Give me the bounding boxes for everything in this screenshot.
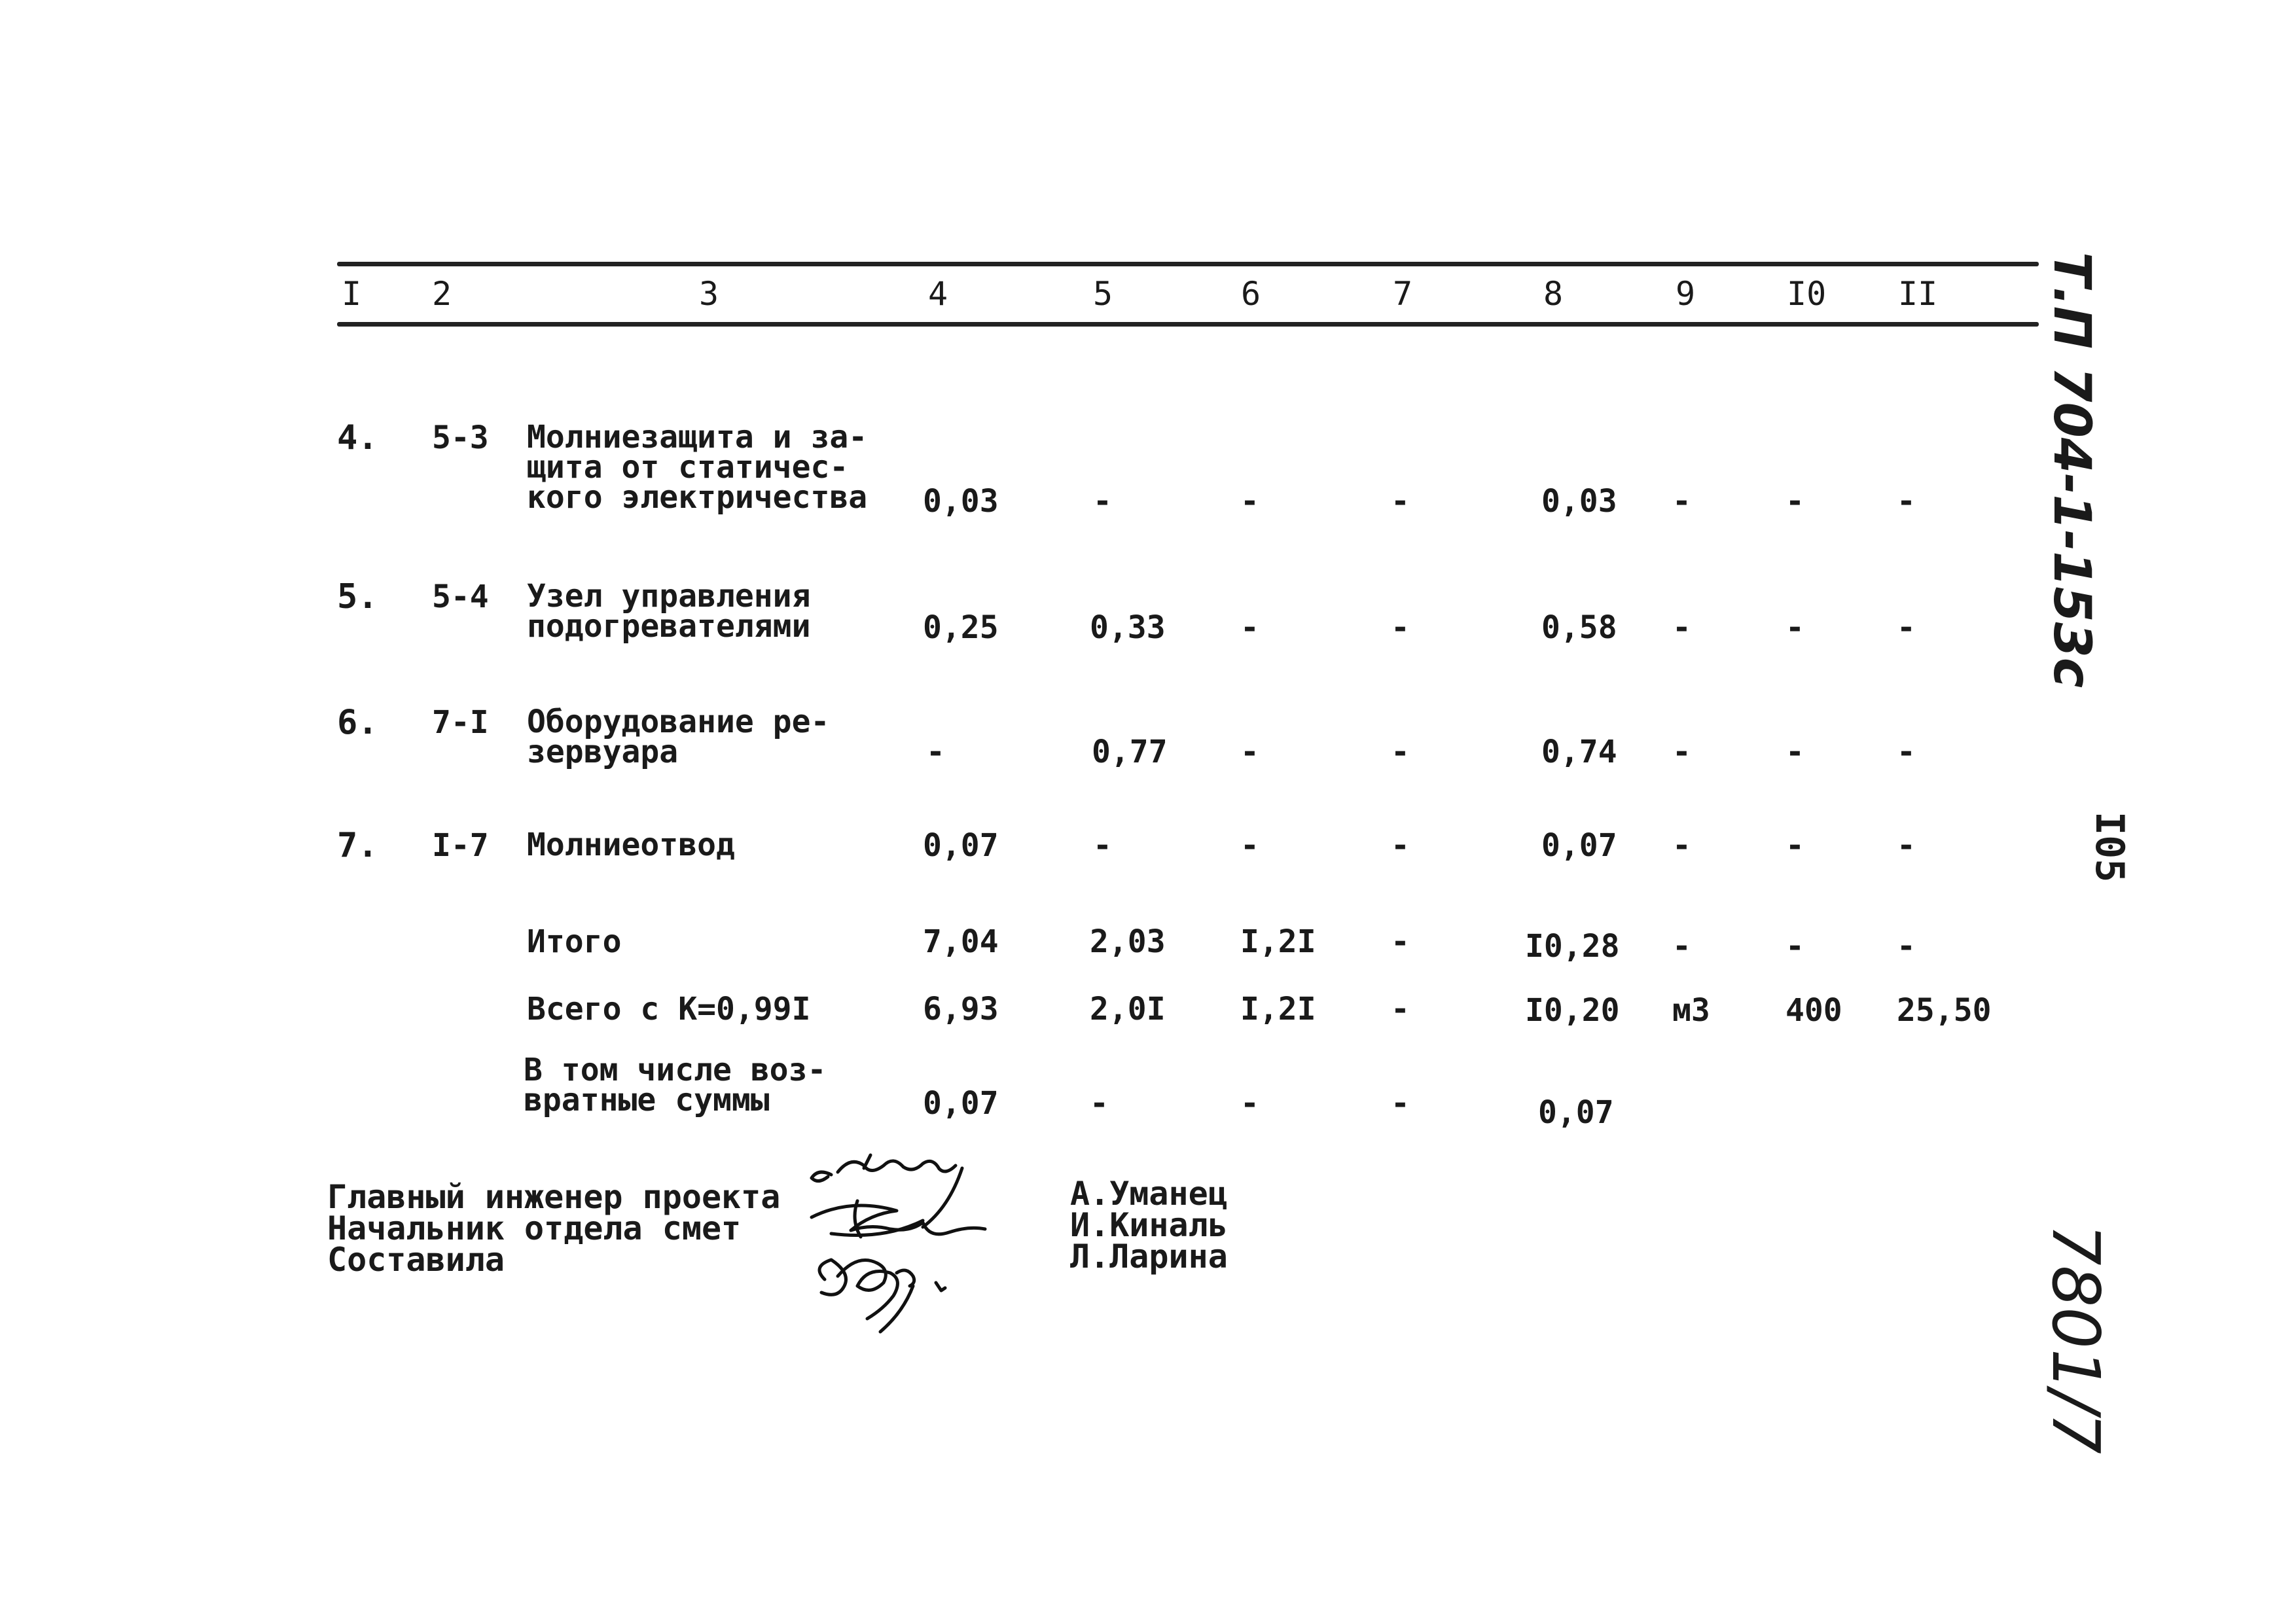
header-top-rule [337, 262, 2039, 266]
cell-col5: - [1093, 827, 1112, 864]
cell-col4: 0,03 [923, 483, 999, 520]
cell-col10: 400 [1785, 992, 1842, 1029]
cell-col4: 0,07 [923, 1085, 999, 1122]
cell-col11: - [1897, 827, 1916, 864]
page-number: I05 [2087, 812, 2132, 883]
row-description: Молниеотвод [527, 827, 735, 863]
cell-col11: 25,50 [1897, 992, 1992, 1029]
row-description: Узел управления подогревателями [527, 578, 811, 645]
cell-col7: - [1391, 609, 1410, 646]
totals-label: Итого [527, 923, 622, 960]
cell-col8: 0,74 [1541, 734, 1617, 770]
cell-col10: - [1785, 609, 1804, 646]
cell-col10: - [1785, 928, 1804, 965]
cell-col7: - [1391, 1085, 1410, 1122]
col-header-6: 6 [1241, 275, 1261, 313]
col-header-8: 8 [1543, 275, 1564, 313]
cell-col7: - [1391, 991, 1410, 1027]
cell-col8: I0,20 [1525, 992, 1620, 1029]
row-code: 5-3 [432, 419, 489, 456]
col-header-1: I [342, 275, 362, 313]
cell-col8: 0,07 [1541, 827, 1617, 864]
cell-col11: - [1897, 483, 1916, 520]
cell-col4: - [926, 734, 945, 770]
cell-col11: - [1897, 609, 1916, 646]
cell-col8: 0,03 [1541, 483, 1617, 520]
cell-col6: I,2I [1240, 991, 1316, 1027]
archive-number: 7801/7 [2037, 1224, 2114, 1454]
col-header-9: 9 [1676, 275, 1696, 313]
cell-col7: - [1391, 923, 1410, 960]
col-header-2: 2 [432, 275, 452, 313]
cell-col5: 2,03 [1090, 923, 1166, 960]
col-header-3: 3 [699, 275, 719, 313]
cell-col7: - [1391, 734, 1410, 770]
cell-col9: - [1672, 827, 1691, 864]
signer-names: А.Уманец И.Киналь Л.Ларина [1070, 1175, 1228, 1275]
col-header-7: 7 [1393, 275, 1413, 313]
cell-col5: 0,77 [1092, 734, 1168, 770]
cell-col6: - [1240, 1085, 1259, 1122]
header-bottom-rule [337, 322, 2039, 327]
row-number: 6. [337, 703, 378, 742]
cell-col10: - [1785, 483, 1804, 520]
cell-col9: - [1672, 609, 1691, 646]
cell-col4: 0,07 [923, 827, 999, 864]
col-header-11: II [1898, 275, 1938, 313]
cell-col6: - [1240, 483, 1259, 520]
row-number: 4. [337, 418, 378, 457]
cell-col8: 0,07 [1538, 1094, 1614, 1131]
cell-col5: - [1090, 1085, 1109, 1122]
row-description: Оборудование ре- зервуара [527, 704, 830, 770]
cell-col4: 6,93 [923, 991, 999, 1027]
cell-col8: 0,58 [1541, 609, 1617, 646]
totals-label: Всего с К=0,99I [527, 991, 811, 1027]
cell-col11: - [1897, 734, 1916, 770]
cell-col7: - [1391, 483, 1410, 520]
handwritten-signatures [792, 1149, 1080, 1364]
cell-col10: - [1785, 734, 1804, 770]
cell-col6: I,2I [1240, 923, 1316, 960]
cell-col9: - [1672, 483, 1691, 520]
cell-col4: 7,04 [923, 923, 999, 960]
cell-col8: I0,28 [1525, 928, 1620, 965]
row-description: Молниезащита и за- щита от статичес- кого электричества [527, 419, 868, 516]
cell-col6: - [1240, 827, 1259, 864]
cell-col5: 0,33 [1090, 609, 1166, 646]
cell-col5: 2,0I [1090, 991, 1166, 1027]
row-code: 7-I [432, 704, 489, 741]
col-header-5: 5 [1093, 275, 1113, 313]
cell-col6: - [1240, 734, 1259, 770]
row-number: 7. [337, 826, 378, 865]
cell-col5: - [1093, 483, 1112, 520]
row-code: 5-4 [432, 579, 489, 615]
signer-positions: Главный инженер проекта Начальник отдела смет Составила [327, 1178, 781, 1279]
col-header-4: 4 [928, 275, 948, 313]
cell-col4: 0,25 [923, 609, 999, 646]
doc-code-stamp: Т.П 704-1-153с [2042, 252, 2101, 688]
cell-col6: - [1240, 609, 1259, 646]
cell-col9: - [1672, 928, 1691, 965]
cell-col9: - [1672, 734, 1691, 770]
row-code: I-7 [432, 827, 489, 864]
row-number: 5. [337, 577, 378, 616]
cell-col10: - [1785, 827, 1804, 864]
col-header-10: I0 [1787, 275, 1827, 313]
cell-col11: - [1897, 928, 1916, 965]
cell-col9: м3 [1672, 992, 1710, 1029]
totals-label: В том числе воз- вратные суммы [524, 1052, 827, 1118]
cell-col7: - [1391, 827, 1410, 864]
